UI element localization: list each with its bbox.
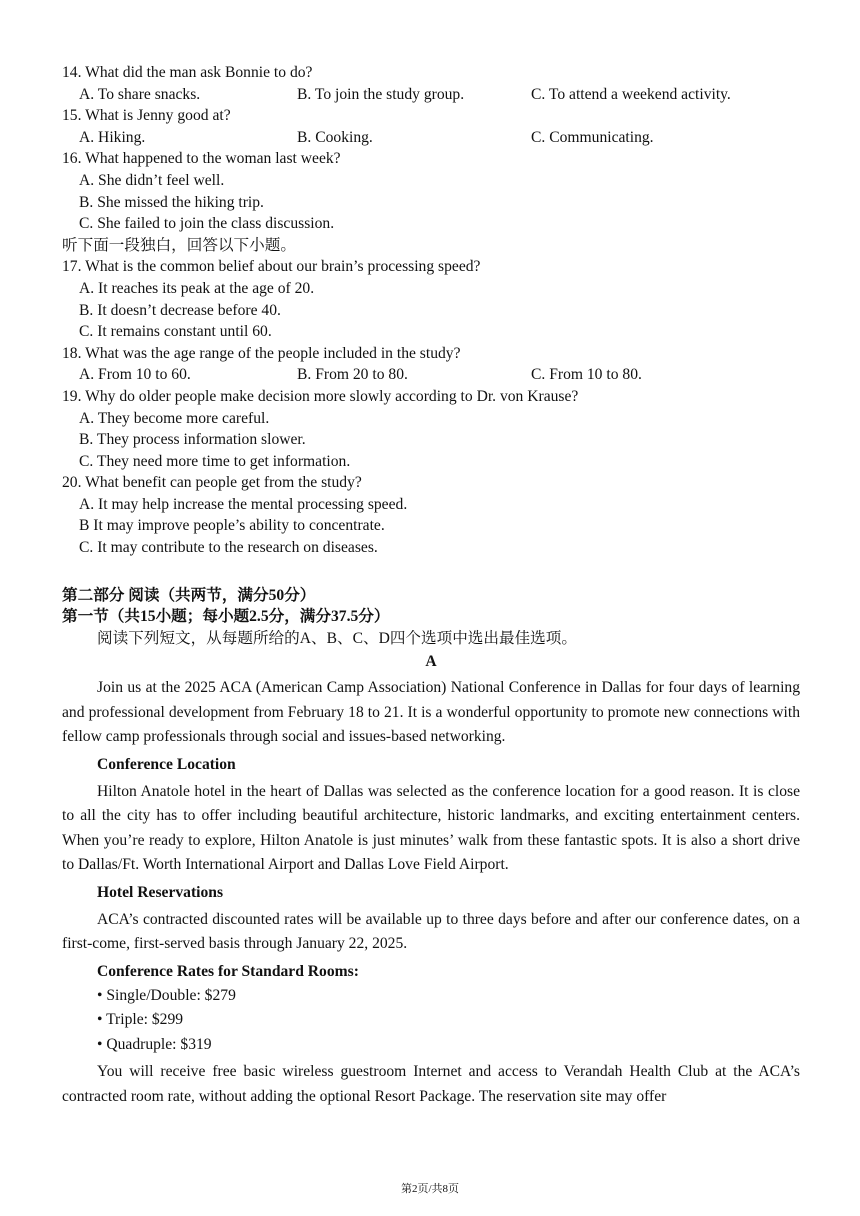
page-footer: 第2页/共8页 xyxy=(400,1183,460,1195)
question-18-options xyxy=(79,364,800,386)
option-c: C. To attend a weekend activity. xyxy=(531,85,731,103)
rate-item: • Triple: $299 xyxy=(97,1011,184,1029)
option-c: C. She failed to join the class discussion. xyxy=(79,215,335,233)
part-title: 第二部分 阅读（共两节，满分50分） xyxy=(62,586,316,604)
question-16: 16. What happened to the woman last week? xyxy=(62,150,341,168)
option-b: B. To join the study group. xyxy=(297,85,465,103)
option-b: B. It doesn’t decrease before 40. xyxy=(79,301,281,319)
question-15: 15. What is Jenny good at? xyxy=(62,107,231,125)
instructions: 阅读下列短文，从每题所给的A、B、C、D四个选项中选出最佳选项。 xyxy=(97,629,577,647)
heading-reservations: Hotel Reservations xyxy=(97,883,224,901)
rate-item: • Quadruple: $319 xyxy=(97,1035,212,1053)
question-20: 20. What benefit can people get from the study? xyxy=(62,474,362,492)
paragraph-intro: Join us at the 2025 ACA (American Camp Association) National Conference in Dallas for four days of learning and professional development from February 18 to 21. It is a wonderful opportunity to promote new connections with fellow camp professionals through social and issues-based networking. xyxy=(62,679,800,746)
paragraph-location: Hilton Anatole hotel in the heart of Dallas was selected as the conference location for a good reason. It is close to all the city has to offer including beautiful architecture, historic landmarks, and exciting entertainment centers. When you’re ready to explore, Hilton Anatole is just minutes’ walk from these fantastic spots. It is also a short drive to Dallas/Ft. Worth International Airport and Dallas Love Field Airport. xyxy=(62,782,800,874)
option-c: C. It may contribute to the research on diseases. xyxy=(79,539,378,557)
heading-rates: Conference Rates for Standard Rooms: xyxy=(97,962,359,980)
option-a: A. To share snacks. xyxy=(79,85,201,103)
question-17: 17. What is the common belief about our brain’s processing speed? xyxy=(62,258,481,276)
option-b: B. She missed the hiking trip. xyxy=(79,193,264,211)
option-a: A. Hiking. xyxy=(79,128,146,146)
option-a: A. It reaches its peak at the age of 20. xyxy=(79,279,315,297)
monologue-intro: 听下面一段独白，回答以下小题。 xyxy=(62,236,296,254)
option-a: A. From 10 to 60. xyxy=(79,366,191,384)
question-15-options xyxy=(79,127,800,149)
option-c: C. It remains constant until 60. xyxy=(79,323,272,341)
passage-label: A xyxy=(425,653,437,671)
question-18: 18. What was the age range of the people included in the study? xyxy=(62,344,461,362)
question-14: 14. What did the man ask Bonnie to do? xyxy=(62,64,313,81)
option-a: A. They become more careful. xyxy=(79,409,270,427)
question-19: 19. Why do older people make decision more slowly according to Dr. von Krause? xyxy=(62,387,579,405)
page-content xyxy=(62,62,800,1109)
question-14-options xyxy=(79,84,800,106)
option-c: C. Communicating. xyxy=(531,128,654,146)
option-c: C. From 10 to 80. xyxy=(531,366,642,384)
section-title: 第一节（共15小题；每小题2.5分，满分37.5分） xyxy=(62,608,390,626)
paragraph-reservations: ACA’s contracted discounted rates will be available up to three days before and after our conference dates, on a first-come, first-served basis through January 22, 2025. xyxy=(62,910,800,953)
option-c: C. They need more time to get information. xyxy=(79,452,351,470)
heading-location: Conference Location xyxy=(97,755,236,773)
option-a: A. It may help increase the mental processing speed. xyxy=(79,495,408,513)
spacer xyxy=(62,559,800,585)
option-b: B. They process information slower. xyxy=(79,431,306,449)
option-b: B. From 20 to 80. xyxy=(297,366,408,384)
option-a: A. She didn’t feel well. xyxy=(79,171,225,189)
option-b: B. Cooking. xyxy=(297,128,373,146)
paragraph-internet: You will receive free basic wireless guestroom Internet and access to Verandah Health Club at the ACA’s contracted room rate, without adding the optional Resort Package. The reservation site may offer xyxy=(62,1063,800,1105)
rate-item: • Single/Double: $279 xyxy=(97,986,236,1004)
option-b: B It may improve people’s ability to concentrate. xyxy=(79,517,385,535)
